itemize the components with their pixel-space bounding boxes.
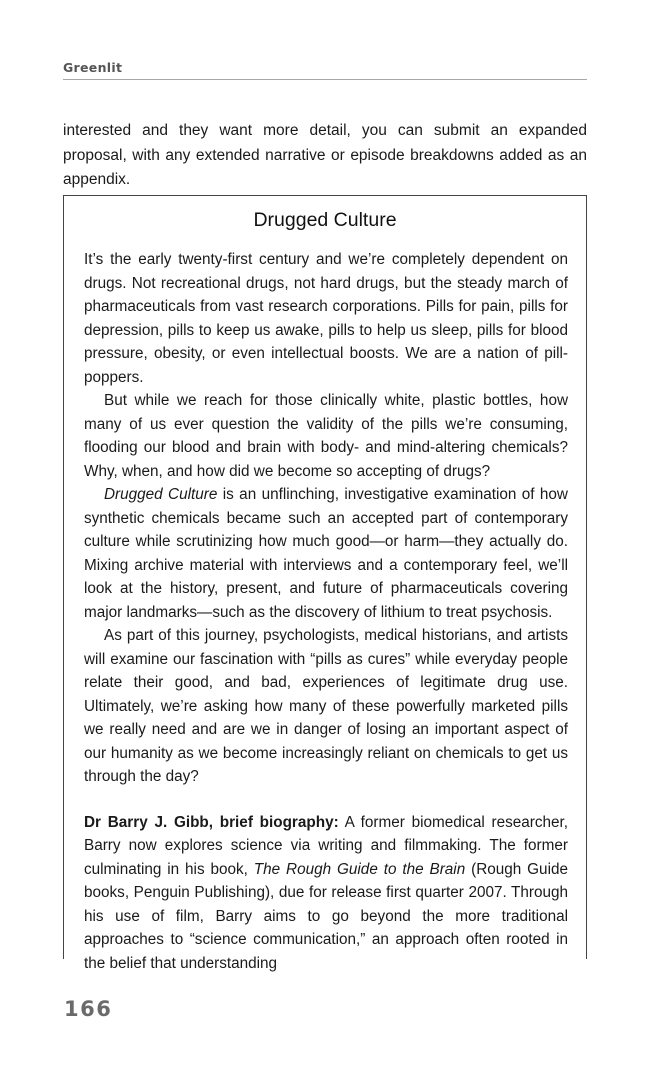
biography-text-2: (Rough Guide books, Penguin Publishing), due for release first quarter 2007. Through his use of film, Barry aims to go beyond the more traditional approaches to “science communication,” an approach often rooted in the belief that understanding [84,860,568,972]
box-paragraph-2: But while we reach for those clinically white, plastic bottles, how many of us ever question the validity of the pills we’re consuming, flooding our blood and brain with body- and mind-altering chemicals? Why, when, and how did we become so accepting of drugs? [84,392,568,480]
running-head: Greenlit [63,60,587,80]
biography-label: Dr Barry J. Gibb, brief biography: [84,813,339,831]
box-title: Drugged Culture [253,209,397,231]
biography-paragraph [84,811,568,976]
biography-text-1: A former biomedical researcher, Barry now explores science via writing and filmmaking. The former culminating in his book, [84,813,568,878]
box-paragraph-4: As part of this journey, psychologists, medical historians, and artists will examine our fascination with “pills as cures” while everyday people relate their good, and bad, experiences of legitimate drug use. Ultimately, we’re asking how many of these powerfully marketed pills we really need and are we in danger of losing an important aspect of our humanity as we become increasingly reliant on chemicals to get us through the day? [84,627,568,785]
box-body [84,248,568,975]
proposal-sidebar-box [63,195,587,972]
box-paragraph-3 [84,483,568,624]
book-title-italic: The Rough Guide to the Brain [253,860,466,878]
page-number: 166 [64,997,113,1021]
program-title-italic: Drugged Culture [104,486,218,503]
intro-paragraph: interested and they want more detail, you can submit an expanded proposal, with any extended narrative or episode breakdowns added as an appendix. [63,122,587,188]
box-paragraph-3-text: is an unflinching, investigative examination of how synthetic chemicals became such an accepted part of contemporary culture while scrutinizing how much good—or harm—they actually do. Mixing archive material with interviews and a contemporary feel, we’ll look at the history, present, and future of pharmaceuticals covering major landmarks—such as the discovery of lithium to treat psychosis. [84,486,568,621]
box-paragraph-1: It’s the early twenty-first century and we’re completely dependent on drugs. Not recreational drugs, not hard drugs, but the steady march of pharmaceuticals from vast research corporations. Pills for pain, pills for depression, pills to keep us awake, pills to help us sleep, pills for blood pressure, obesity, or even intellectual boosts. We are a nation of pill-poppers. [84,251,568,386]
